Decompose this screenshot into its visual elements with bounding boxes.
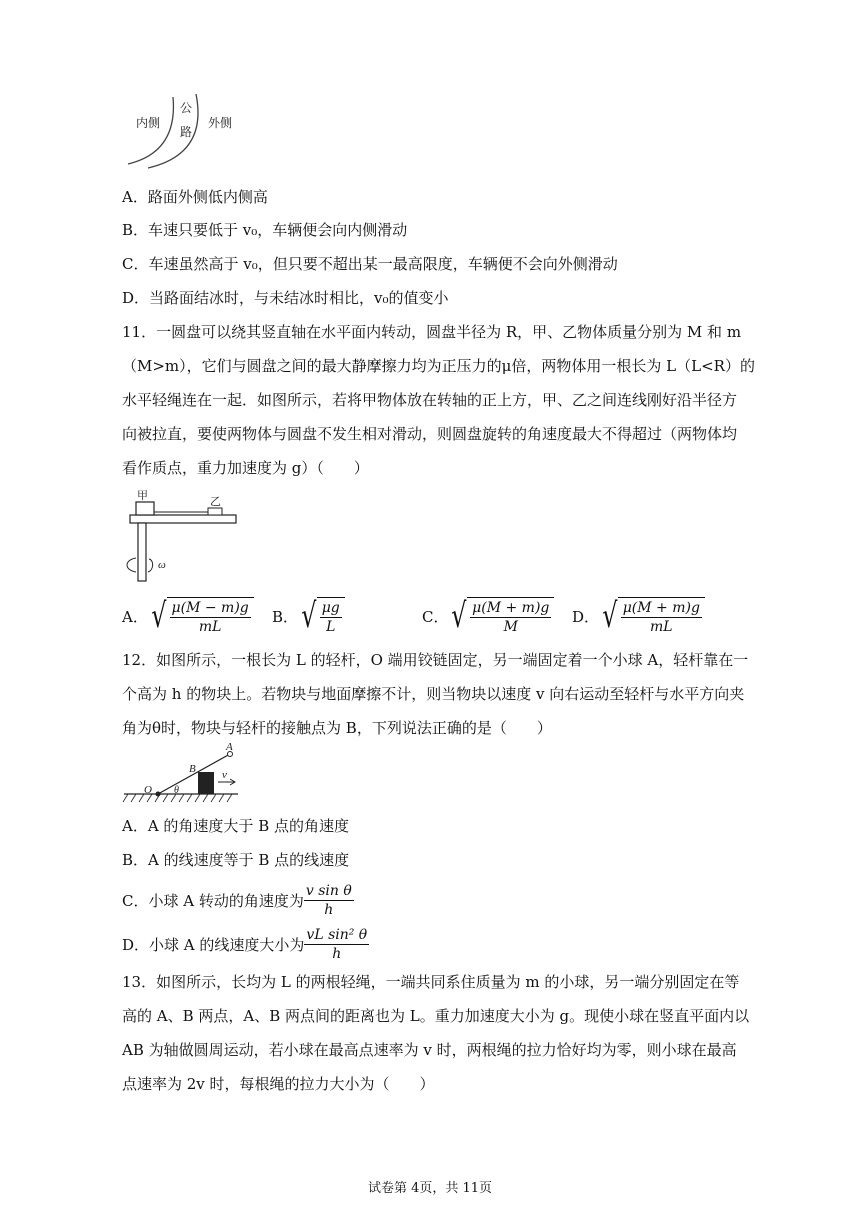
q11-option-b-label: B． (272, 607, 299, 626)
q10-option-d: D．当路面结冰时，与未结冰时相比，v₀的值变小 (122, 289, 449, 307)
rod-block-figure (122, 742, 242, 804)
q11-line-1: 11．一圆盘可以绕其竖直轴在水平面内转动，圆盘半径为 R，甲、乙物体质量分别为 M 和 m (122, 323, 742, 341)
q13-line-1: 13．如图所示，长均为 L 的两根轻绳，一端共同系住质量为 m 的小球，另一端分别固定在等 (122, 973, 740, 991)
theta-label: θ (174, 785, 179, 796)
q11-option-c (422, 596, 554, 636)
q12-line-1: 12．如图所示，一根长为 L 的轻杆，O 端用铰链固定，另一端固定着一个小球 A，轻杆靠在一 (122, 651, 749, 669)
q10-option-a: A．路面外侧低内侧高 (122, 188, 268, 206)
q11-a-den: mL (198, 618, 222, 635)
q10-option-b: B．车速只要低于 v₀，车辆便会向内侧滑动 (122, 221, 408, 239)
q12-option-a: A．A 的角速度大于 B 点的角速度 (122, 817, 349, 835)
yi-label: 乙 (210, 496, 221, 508)
q11-option-c-label: C． (422, 607, 449, 626)
sqrt-expr-b: √ $\frac{\mu g}{L}$ (298, 596, 345, 636)
q12-c-num: v sin θ (305, 883, 352, 899)
q12-line-3: 角为θ时，物块与轻杆的接触点为 B，下列说法正确的是（ ） (122, 719, 552, 737)
q12-d-den: h (332, 946, 342, 962)
road-curve-figure (118, 92, 248, 170)
q11-option-b (272, 596, 345, 636)
q11-d-num: μ(M + m)g (622, 599, 700, 616)
q13-line-3: AB 为轴做圆周运动，若小球在最高点速率为 v 时，两根绳的拉力恰好均为零，则小球在最高 (122, 1041, 737, 1059)
q11-line-4: 向被拉直，要使两物体与圆盘不发生相对滑动，则圆盘旋转的角速度最大不得超过（两物体均 (122, 425, 738, 443)
q12-line-2: 个高为 h 的物块上。若物块与地面摩擦不计，则当物块以速度 v 向右运动至轻杆与水平方向夹 (122, 685, 745, 703)
road-label-2: 路 (180, 125, 193, 139)
q12-c-den: h (324, 902, 334, 918)
q11-line-3: 水平轻绳连在一起．如图所示，若将甲物体放在转轴的正上方，甲、乙之间连线刚好沿半径方 (122, 391, 738, 409)
q11-line-2: （M>m），它们与圆盘之间的最大静摩擦力均为正压力的μ倍，两物体用一根长为 L（L<R）的 (122, 357, 755, 375)
q11-c-den: M (503, 618, 518, 635)
point-a-label: A (226, 742, 233, 753)
q10-option-c: C．车速虽然高于 v₀，但只要不超出某一最高限度，车辆便不会向外侧滑动 (122, 255, 618, 273)
sqrt-expr-c: √ $\frac{\mu(M + m)g}{M}$ (448, 596, 554, 636)
q13-line-2: 高的 A、B 两点，A、B 两点间的距离也为 L。重力加速度大小为 g。现使小球在竖直平面内以 (122, 1007, 750, 1025)
q12-option-b: B．A 的线速度等于 B 点的线速度 (122, 851, 350, 869)
road-label-1: 公 (180, 101, 193, 115)
q12-option-c-text: C．小球 A 转动的角速度为 (122, 891, 304, 910)
q12-d-num: vL sin² θ (306, 927, 368, 943)
point-b-label: B (189, 763, 196, 775)
velocity-label: v (222, 769, 227, 781)
sqrt-expr-d: √ $\frac{\mu(M + m)g}{mL}$ (599, 596, 705, 636)
q11-option-d (572, 596, 705, 636)
q11-option-d-label: D． (572, 607, 600, 626)
q11-b-den: L (326, 618, 336, 635)
q12-option-c (122, 882, 354, 919)
q11-c-num: μ(M + m)g (472, 599, 550, 616)
jia-label: 甲 (137, 490, 148, 502)
sqrt-expr-a: √ $\frac{\mu(M - m)g}{mL}$ (148, 596, 254, 636)
road-outer-label: 外侧 (208, 116, 233, 130)
point-o-label: O (144, 784, 152, 796)
q12-option-d-text: D．小球 A 的线速度大小为 (122, 935, 305, 954)
omega-label: ω (158, 559, 166, 571)
q11-b-num: μg (321, 599, 340, 616)
q11-line-5: 看作质点，重力加速度为 g）（ ） (122, 459, 369, 477)
q13-line-4: 点速率为 2v 时，每根绳的拉力大小为（ ） (122, 1075, 435, 1093)
page-footer: 试卷第 4页，共 11页 (367, 1181, 493, 1196)
q12-option-d (122, 926, 369, 963)
q11-option-a-label: A． (122, 607, 148, 626)
q11-d-den: mL (650, 618, 673, 635)
rotating-disk-figure (122, 488, 242, 586)
q11-option-a (122, 596, 254, 636)
road-inner-label: 内侧 (136, 116, 161, 130)
q11-a-num: μ(M − m)g (171, 599, 249, 616)
